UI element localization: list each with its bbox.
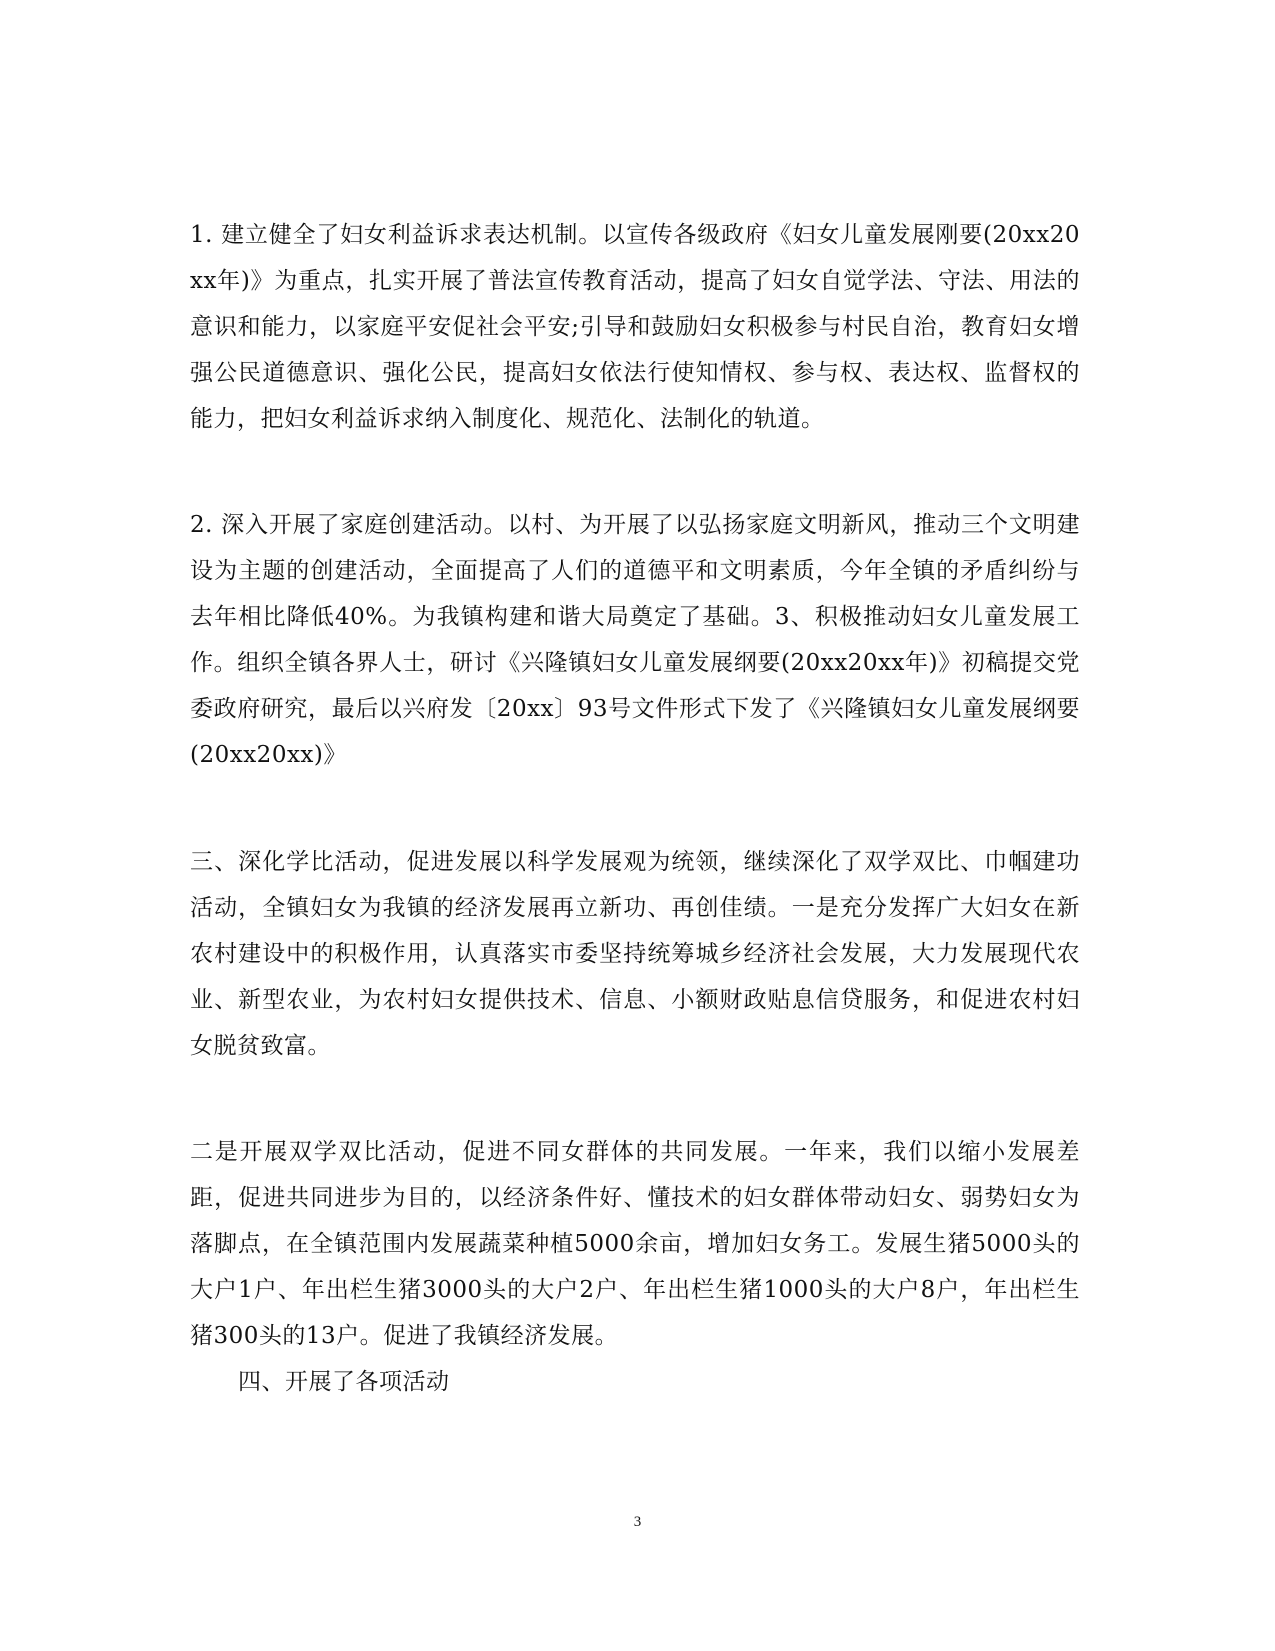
- page-number: 3: [633, 1514, 642, 1530]
- section-heading: 四、开展了各项活动: [238, 1369, 450, 1395]
- paragraph-3: 三、深化学比活动，促进发展以科学发展观为统领，继续深化了双学双比、巾帼建功活动，全镇妇女为我镇的经济发展再立新功、再创佳绩。一是充分发挥广大妇女在新农村建设中的积极作用，认真落实市委坚持统筹城乡经济社会发展，大力发展现代农业、新型农业，为农村妇女提供技术、信息、小额财政贴息信贷服务，和促进农村妇女脱贫致富。: [190, 849, 1080, 1059]
- paragraph-1: 1. 建立健全了妇女利益诉求表达机制。以宣传各级政府《妇女儿童发展刚要(20xx20xx年)》为重点，扎实开展了普法宣传教育活动，提高了妇女自觉学法、守法、用法的意识和能力，以家庭平安促社会平安;引导和鼓励妇女积极参与村民自治，教育妇女增强公民道德意识、强化公民，提高妇女依法行使知情权、参与权、表达权、监督权的能力，把妇女利益诉求纳入制度化、规范化、法制化的轨道。: [190, 222, 1080, 432]
- paragraph-2: 2. 深入开展了家庭创建活动。以村、为开展了以弘扬家庭文明新风，推动三个文明建设为主题的创建活动，全面提高了人们的道德平和文明素质，今年全镇的矛盾纠纷与去年相比降低40%。为我镇构建和谐大局奠定了基础。3、积极推动妇女儿童发展工作。组织全镇各界人士，研讨《兴隆镇妇女儿童发展纲要(20xx20xx年)》初稿提交党委政府研究，最后以兴府发〔20xx〕93号文件形式下发了《兴隆镇妇女儿童发展纲要(20xx20xx)》: [190, 512, 1080, 768]
- paragraph-4: 二是开展双学双比活动，促进不同女群体的共同发展。一年来，我们以缩小发展差距，促进共同进步为目的，以经济条件好、懂技术的妇女群体带动妇女、弱势妇女为落脚点，在全镇范围内发展蔬菜种植5000余亩，增加妇女务工。发展生猪5000头的大户1户、年出栏生猪3000头的大户2户、年出栏生猪1000头的大户8户，年出栏生猪300头的13户。促进了我镇经济发展。: [190, 1139, 1080, 1349]
